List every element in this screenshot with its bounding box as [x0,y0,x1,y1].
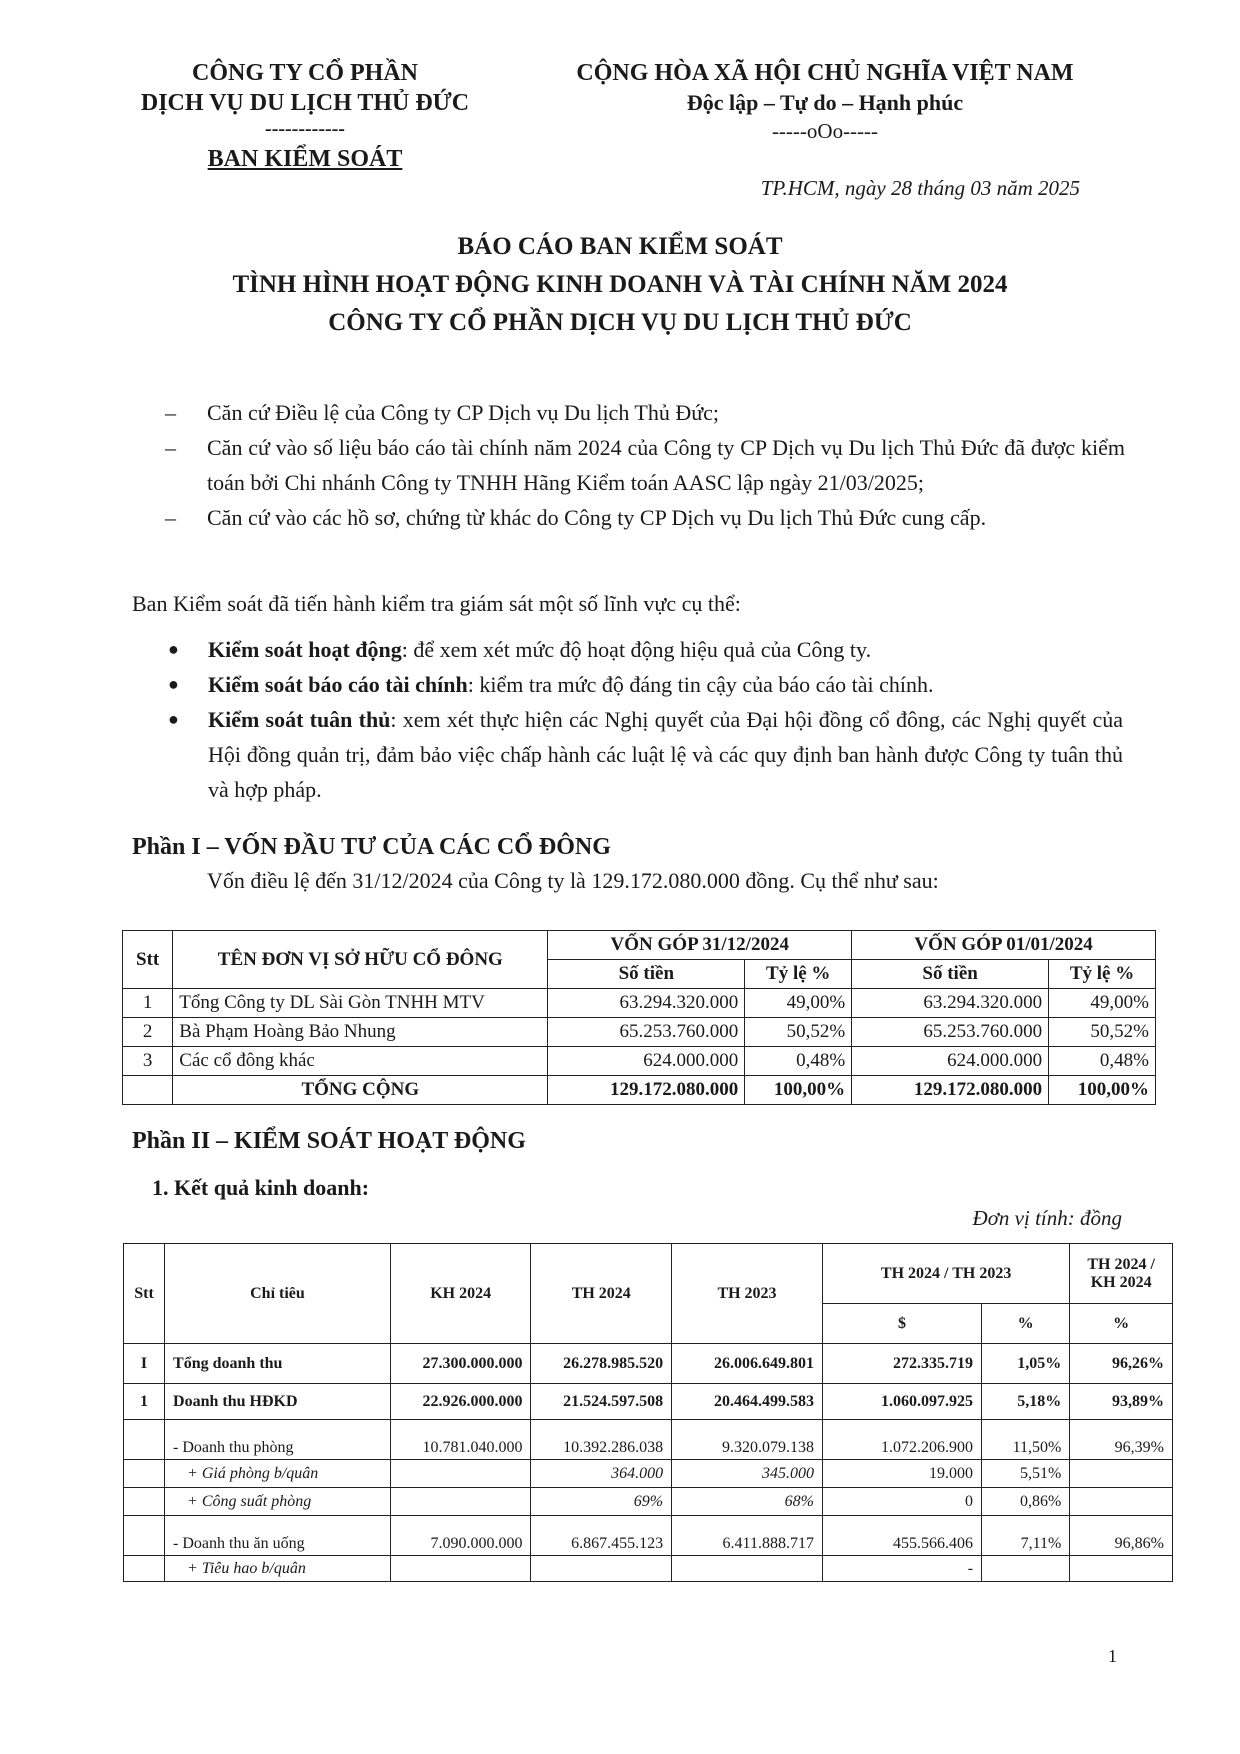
scope-label: Kiểm soát hoạt động [208,637,402,662]
title-line3: CÔNG TY CỔ PHẦN DỊCH VỤ DU LỊCH THỦ ĐỨC [328,309,912,336]
cell-diff-pct [982,1556,1070,1582]
bullet-icon: ● [168,639,179,659]
cell-actual-2023: 68% [672,1488,823,1516]
list-item [165,500,1125,535]
col-stt: Stt [124,1244,165,1344]
col-actual-2024: TH 2024 [531,1244,672,1344]
company-name-line1: CÔNG TY CỔ PHẦN [191,60,418,86]
company-divider: ------------ [265,118,345,140]
scope-text: : để xem xét mức độ hoạt động hiệu quả của Công ty. [401,637,872,662]
national-header [545,58,1105,144]
cell-amount: 65.253.760.000 [548,1018,745,1047]
cell-diff-amount: 19.000 [822,1460,981,1488]
table-row [124,1556,1173,1582]
cell-amount: 624.000.000 [852,1047,1049,1076]
cell-diff-amount: 0 [822,1488,981,1516]
col-plan-pct: % [1070,1304,1173,1344]
table-row [124,1420,1173,1460]
bullet-icon: ● [168,674,179,694]
cell-item: + Tiêu hao b/quân [165,1556,391,1582]
col-item: Chỉ tiêu [165,1244,391,1344]
place-date: TP.HCM, ngày 28 tháng 03 năm 2025 [760,176,1080,200]
table-row [124,1460,1173,1488]
cell-plan-pct [1070,1556,1173,1582]
cell-item: + Công suất phòng [165,1488,391,1516]
department-name: BAN KIỂM SOÁT [207,146,403,172]
cell-actual-2024: 6.867.455.123 [531,1516,672,1556]
table-total-row [123,1076,1156,1105]
cell-name: Tổng Công ty DL Sài Gòn TNHH MTV [173,989,548,1018]
cell-plan-2024 [390,1488,531,1516]
cell-actual-2024: 21.524.597.508 [531,1384,672,1420]
cell-actual-2024: 69% [531,1488,672,1516]
cell-plan-2024: 27.300.000.000 [390,1344,531,1384]
cell-actual-2023: 6.411.888.717 [672,1516,823,1556]
cell-actual-2024: 26.278.985.520 [531,1344,672,1384]
cell-actual-2024: 364.000 [531,1460,672,1488]
col-ratio: Tỷ lệ % [745,960,852,989]
table-row [123,989,1156,1018]
dash-marker: – [165,435,176,460]
nation-name: CỘNG HÒA XÃ HỘI CHỦ NGHĨA VIỆT NAM [576,60,1074,86]
list-item [165,430,1125,500]
scope-label: Kiểm soát báo cáo tài chính [208,672,468,697]
scope-text: : xem xét thực hiện các Nghị quyết của Đại hội đồng cổ đông, các Nghị quyết của Hội đồng quản trị, đảm bảo việc chấp hành các luật lệ và các quy định ban hành được Công ty tuân thủ và hợp pháp. [208,707,1124,802]
cell-amount: 65.253.760.000 [852,1018,1049,1047]
table-row [123,1047,1156,1076]
col-group-vs-plan: TH 2024 / KH 2024 [1070,1244,1173,1304]
cell-plan-pct: 96,39% [1070,1420,1173,1460]
title-line1: BÁO CÁO BAN KIỂM SOÁT [457,233,783,260]
cell-amount: 129.172.080.000 [548,1076,745,1105]
basis-text: Căn cứ vào các hồ sơ, chứng từ khác do Công ty CP Dịch vụ Du lịch Thủ Đức cung cấp. [207,505,987,530]
cell-ratio: 100,00% [745,1076,852,1105]
part1-heading: Phần I – VỐN ĐẦU TƯ CỦA CÁC CỔ ĐÔNG [132,834,611,860]
cell-plan-2024 [390,1556,531,1582]
list-item [165,395,1125,430]
col-shareholder: TÊN ĐƠN VỊ SỞ HỮU CỔ ĐÔNG [173,931,548,989]
intro-paragraph: Ban Kiểm soát đã tiến hành kiểm tra giám sát một số lĩnh vực cụ thể: [132,591,741,616]
cell-stt [124,1420,165,1460]
cell-item: Doanh thu HĐKD [165,1384,391,1420]
cell-diff-amount: - [822,1556,981,1582]
cell-amount: 624.000.000 [548,1047,745,1076]
basis-text: Căn cứ vào số liệu báo cáo tài chính năm 2024 của Công ty CP Dịch vụ Du lịch Thủ Đức đã được kiểm toán bởi Chi nhánh Công ty TNHH Hãng Kiểm toán AASC lập ngày 21/03/2025; [207,435,1125,495]
scope-list [168,632,1123,807]
col-ratio: Tỷ lệ % [1049,960,1156,989]
cell-total-label: TỔNG CỘNG [173,1076,548,1105]
motto-divider: -----oOo----- [771,119,879,143]
col-group-end-2024: VỐN GÓP 31/12/2024 [548,931,852,960]
cell-name: Các cổ đông khác [173,1047,548,1076]
cell-stt [124,1516,165,1556]
cell-stt: 2 [123,1018,173,1047]
cell-actual-2023: 26.006.649.801 [672,1344,823,1384]
legal-bases-list [165,395,1125,535]
cell-ratio: 100,00% [1049,1076,1156,1105]
cell-plan-2024: 7.090.000.000 [390,1516,531,1556]
table-header-row [123,931,1156,960]
dash-marker: – [165,505,176,530]
list-item [168,632,1123,667]
company-header [120,58,490,174]
business-results-table [123,1243,1173,1582]
cell-actual-2023 [672,1556,823,1582]
list-item [168,702,1123,807]
national-motto: Độc lập – Tự do – Hạnh phúc [686,90,964,115]
cell-item: + Giá phòng b/quân [165,1460,391,1488]
part2-heading: Phần II – KIỂM SOÁT HOẠT ĐỘNG [132,1128,526,1154]
col-actual-2023: TH 2023 [672,1244,823,1344]
cell-diff-amount: 272.335.719 [822,1344,981,1384]
cell-stt: 1 [124,1384,165,1420]
cell-stt [124,1460,165,1488]
report-title [100,228,1140,342]
cell-diff-pct: 1,05% [982,1344,1070,1384]
cell-actual-2024 [531,1556,672,1582]
col-plan-2024: KH 2024 [390,1244,531,1344]
cell-actual-2023: 345.000 [672,1460,823,1488]
cell-actual-2024: 10.392.286.038 [531,1420,672,1460]
cell-name: Bà Phạm Hoàng Bảo Nhung [173,1018,548,1047]
cell-amount: 63.294.320.000 [548,989,745,1018]
unit-note: Đơn vị tính: đồng [972,1206,1122,1230]
cell-plan-pct [1070,1488,1173,1516]
list-item [168,667,1123,702]
cell-ratio: 0,48% [745,1047,852,1076]
cell-stt [123,1076,173,1105]
col-amount: Số tiền [852,960,1049,989]
cell-stt [124,1556,165,1582]
cell-plan-2024: 10.781.040.000 [390,1420,531,1460]
col-diff-pct: % [982,1304,1070,1344]
table-row [124,1344,1173,1384]
cell-actual-2023: 20.464.499.583 [672,1384,823,1420]
cell-diff-amount: 1.060.097.925 [822,1384,981,1420]
cell-diff-amount: 1.072.206.900 [822,1420,981,1460]
cell-stt: 3 [123,1047,173,1076]
business-results-heading: 1. Kết quả kinh doanh: [152,1175,370,1200]
cell-ratio: 50,52% [1049,1018,1156,1047]
scope-label: Kiểm soát tuân thủ [208,707,391,732]
col-amount: Số tiền [548,960,745,989]
cell-stt [124,1488,165,1516]
cell-amount: 63.294.320.000 [852,989,1049,1018]
cell-item: - Doanh thu ăn uống [165,1516,391,1556]
shareholder-table [122,930,1156,1105]
table-row [124,1488,1173,1516]
cell-plan-pct: 96,86% [1070,1516,1173,1556]
table-row [124,1384,1173,1420]
cell-amount: 129.172.080.000 [852,1076,1049,1105]
table-row [124,1516,1173,1556]
cell-plan-2024 [390,1460,531,1488]
bullet-icon: ● [168,709,179,729]
col-group-yoy: TH 2024 / TH 2023 [822,1244,1069,1304]
cell-ratio: 50,52% [745,1018,852,1047]
table-row [123,1018,1156,1047]
cell-stt: 1 [123,989,173,1018]
cell-diff-pct: 7,11% [982,1516,1070,1556]
cell-actual-2023: 9.320.079.138 [672,1420,823,1460]
table-header-row [124,1244,1173,1304]
cell-diff-pct: 11,50% [982,1420,1070,1460]
page-number: 1 [1108,1646,1117,1666]
cell-item: Tổng doanh thu [165,1344,391,1384]
company-name-line2: DỊCH VỤ DU LỊCH THỦ ĐỨC [140,90,470,116]
col-group-start-2024: VỐN GÓP 01/01/2024 [852,931,1156,960]
basis-text: Căn cứ Điều lệ của Công ty CP Dịch vụ Du lịch Thủ Đức; [207,400,720,425]
cell-ratio: 49,00% [745,989,852,1018]
scope-text: : kiểm tra mức độ đáng tin cậy của báo cáo tài chính. [467,672,934,697]
col-diff-amount: $ [822,1304,981,1344]
title-line2: TÌNH HÌNH HOẠT ĐỘNG KINH DOANH VÀ TÀI CHÍNH NĂM 2024 [232,271,1008,298]
cell-plan-2024: 22.926.000.000 [390,1384,531,1420]
col-stt: Stt [123,931,173,989]
cell-stt: I [124,1344,165,1384]
cell-plan-pct: 93,89% [1070,1384,1173,1420]
cell-diff-pct: 5,51% [982,1460,1070,1488]
cell-diff-pct: 0,86% [982,1488,1070,1516]
cell-plan-pct: 96,26% [1070,1344,1173,1384]
cell-diff-pct: 5,18% [982,1384,1070,1420]
dash-marker: – [165,400,176,425]
cell-ratio: 0,48% [1049,1047,1156,1076]
cell-ratio: 49,00% [1049,989,1156,1018]
charter-capital-text: Vốn điều lệ đến 31/12/2024 của Công ty là 129.172.080.000 đồng. Cụ thể như sau: [207,868,939,893]
cell-plan-pct [1070,1460,1173,1488]
cell-item: - Doanh thu phòng [165,1420,391,1460]
cell-diff-amount: 455.566.406 [822,1516,981,1556]
